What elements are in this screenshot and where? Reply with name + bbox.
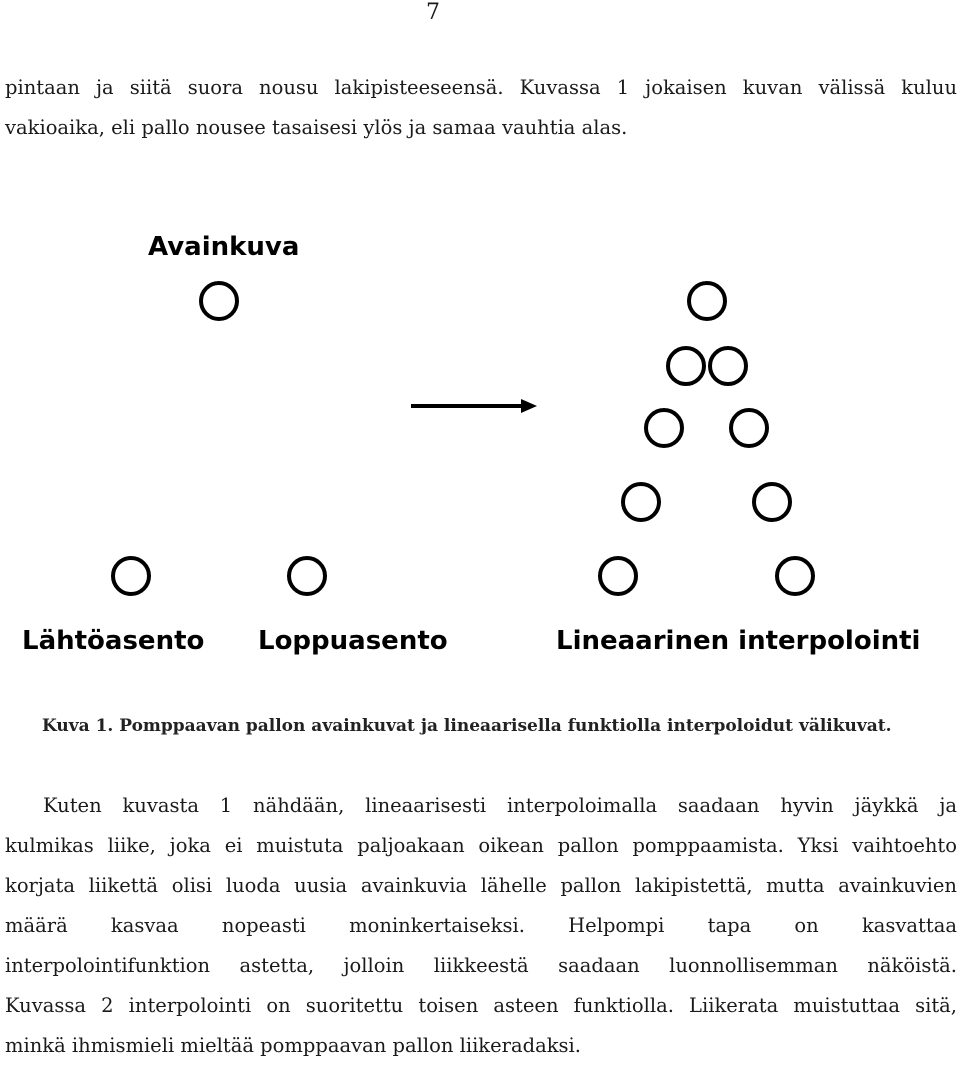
arrow-right-icon — [411, 399, 537, 413]
interpolated-ball — [646, 410, 682, 446]
keyframe-ball-top — [201, 283, 237, 319]
keyframe-ball-start — [113, 558, 149, 594]
text-line: minkä ihmismieli mieltää pomppaavan pallon liikeradaksi. — [5, 1034, 581, 1057]
interpolated-ball — [754, 484, 790, 520]
text-line: Kuvassa 2 interpolointi on suoritettu toisen asteen funktiolla. Liikerata muistuttaa sitä, — [5, 994, 957, 1017]
intro-paragraph — [5, 68, 957, 148]
text-line: kulmikas liike, joka ei muistuta paljoakaan oikean pallon pomppaamista. Yksi vaihtoehto — [5, 834, 957, 857]
interpolated-ball — [731, 410, 767, 446]
text-line: Kuten kuvasta 1 nähdään, lineaarisesti interpoloimalla saadaan hyvin jäykkä ja — [43, 794, 957, 817]
interpolated-ball — [777, 558, 813, 594]
page-number: 7 — [426, 0, 440, 25]
text-line: pintaan ja siitä suora nousu lakipisteeseensä. Kuvassa 1 jokaisen kuvan välissä kuluu — [5, 76, 957, 99]
interpolated-ball — [689, 283, 725, 319]
start-position-label: Lähtöasento — [22, 626, 205, 656]
keyframe-ball-end — [289, 558, 325, 594]
text-line: korjata liikettä olisi luoda uusia avainkuvia lähelle pallon lakipistettä, mutta avainkuvien — [5, 874, 957, 897]
body-paragraph — [5, 786, 957, 1066]
figure-diagram — [0, 210, 960, 680]
end-position-label: Loppuasento — [258, 626, 448, 656]
interpolated-ball — [668, 348, 704, 384]
text-line: vakioaika, eli pallo nousee tasaisesi ylös ja samaa vauhtia alas. — [5, 116, 628, 139]
interpolated-ball — [623, 484, 659, 520]
text-line: interpolointifunktion astetta, jolloin liikkeestä saadaan luonnollisemman näköistä. — [5, 954, 957, 977]
figure-bouncing-ball — [0, 210, 960, 680]
figure-caption: Kuva 1. Pomppaavan pallon avainkuvat ja lineaarisella funktiolla interpoloidut välikuvat. — [42, 716, 892, 736]
keyframe-label: Avainkuva — [148, 232, 300, 262]
text-line: määrä kasvaa nopeasti moninkertaiseksi. Helpompi tapa on kasvattaa — [5, 914, 957, 937]
interpolated-ball — [600, 558, 636, 594]
interpolated-ball — [710, 348, 746, 384]
linear-interpolation-label: Lineaarinen interpolointi — [556, 626, 921, 656]
